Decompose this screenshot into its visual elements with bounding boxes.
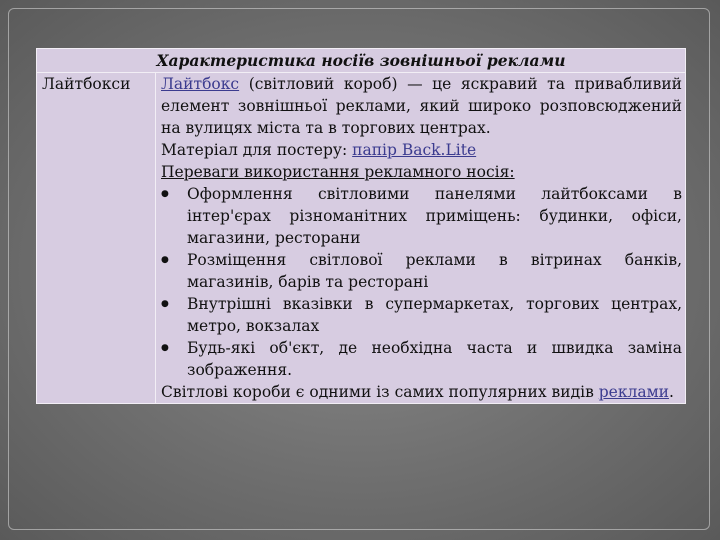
bullet-icon: ● bbox=[161, 189, 169, 199]
backlite-paper-link[interactable]: папір Back.Lite bbox=[352, 141, 477, 159]
bullet-icon: ● bbox=[161, 343, 169, 353]
list-item bbox=[161, 293, 682, 337]
advantages-heading: Переваги використання рекламного носія: bbox=[161, 163, 515, 181]
list-item bbox=[161, 183, 682, 249]
material-line bbox=[161, 139, 682, 161]
lightbox-link[interactable]: Лайтбокс bbox=[161, 75, 240, 93]
material-prefix: Матеріал для постеру: bbox=[161, 141, 353, 159]
table-header-row bbox=[37, 49, 686, 73]
bullet-icon: ● bbox=[161, 299, 169, 309]
bullet-icon: ● bbox=[161, 255, 169, 265]
advertising-link[interactable]: реклами bbox=[598, 383, 670, 401]
list-item-text: Внутрішні вказівки в супермаркетах, торгових центрах, метро, вокзалах bbox=[187, 295, 682, 335]
row-label: Лайтбокси bbox=[37, 73, 156, 404]
closing-period: . bbox=[669, 383, 674, 401]
list-item bbox=[161, 337, 682, 381]
table-row bbox=[37, 73, 686, 404]
closing-text: Світлові короби є одними із самих популярних видів bbox=[161, 383, 599, 401]
table-title: Характеристика носіїв зовнішньої реклами bbox=[37, 49, 686, 73]
media-table bbox=[36, 48, 686, 404]
closing-paragraph bbox=[161, 381, 682, 403]
list-item-text: Оформлення світловими панелями лайтбоксами в інтер'єрах різноманітних приміщень: будинки, офіси, магазини, ресторани bbox=[187, 185, 682, 247]
list-item-text: Будь-які об'єкт, де необхідна часта и швидка заміна зображення. bbox=[187, 339, 682, 379]
list-item bbox=[161, 249, 682, 293]
intro-paragraph bbox=[161, 73, 682, 139]
row-content bbox=[156, 73, 686, 404]
intro-text: (світловий короб) — це яскравий та привабливий елемент зовнішньої реклами, який широко розповсюджений на вулицях міста та в торгових центрах. bbox=[161, 75, 682, 137]
list-item-text: Розміщення світлової реклами в вітринах банків, магазинів, барів та ресторані bbox=[187, 251, 682, 291]
